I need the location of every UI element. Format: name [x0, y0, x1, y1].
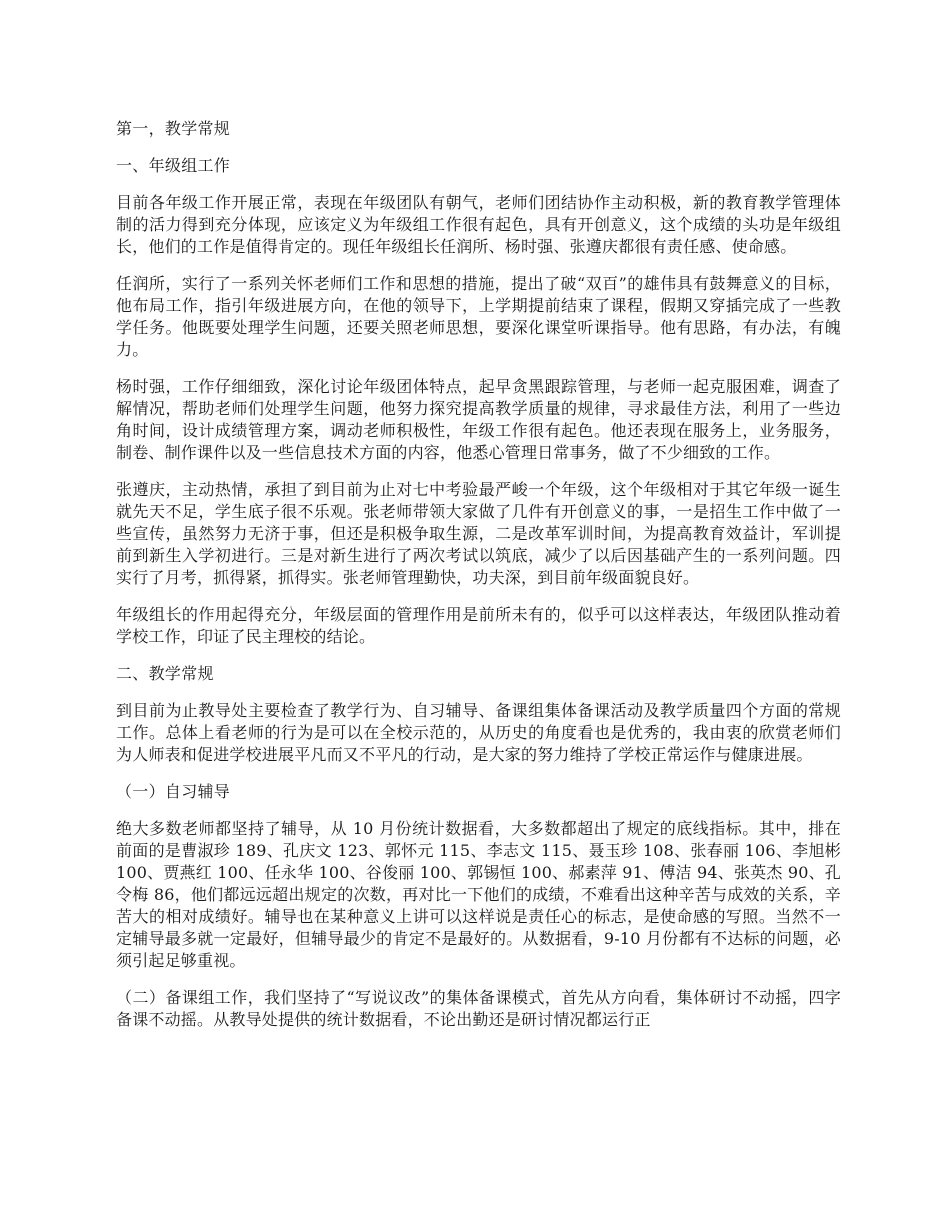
paragraph-ren-runsuo: 任润所，实行了一系列关怀老师们工作和思想的措施，提出了破“双百”的雄伟具有鼓舞意义的目标，他布局工作，指引年级进展方向，在他的领导下，上学期提前结束了课程，假期又穿插完成了一些教学任务。他既要处理学生问题，还要关照老师思想，要深化课堂听课指导。他有思路，有办法，有魄力。 [116, 274, 841, 359]
paragraph-tutoring-stats: 绝大多数老师都坚持了辅导，从 10 月份统计数据看，大多数都超出了规定的底线指标。其中，排在前面的是曹淑珍 189、孔庆文 123、郭怀元 115、李志文 115、聂玉珍 108、张春丽 106、李旭彬 100、贾燕红 100、任永华 100、谷俊丽 100、郭锡恒 100、郝素萍 91、傅洁 94、张英杰 90、孔令梅 86，他们都远远超出规定的次数，再对比一下他们的成绩，不难看出这种辛苦与成效的关系，辛苦大的相对成绩好。辅导也在某种意义上讲可以这样说是责任心的标志，是使命感的写照。当然不一定辅导最多就一定最好，但辅导最少的肯定不是最好的。从数据看，9-10 月份都有不达标的问题，必须引起足够重视。 [116, 819, 841, 970]
paragraph-lesson-prep-group: （二）备课组工作，我们坚持了“写说议改”的集体备课模式，首先从方向看，集体研讨不动摇，四字备课不动摇。从教导处提供的统计数据看，不论出勤还是研讨情况都运行正 [116, 988, 841, 1029]
paragraph-grade-overview: 目前各年级工作开展正常，表现在年级团队有朝气，老师们团结协作主动积极，新的教育教学管理体制的活力得到充分体现，应该定义为年级组工作很有起色，具有开创意义，这个成绩的头功是年级组长，他们的工作是值得肯定的。现任年级组长任润所、杨时强、张遵庆都很有责任感、使命感。 [116, 193, 841, 256]
paragraph-yang-shiqiang: 杨时强，工作仔细细致，深化讨论年级团体特点，起早贪黑跟踪管理，与老师一起克服困难，调查了解情况，帮助老师们处理学生问题，他努力探究提高教学质量的规律，寻求最佳方法，利用了一些边角时间，设计成绩管理方案，调动老师积极性，年级工作很有起色。他还表现在服务上，业务服务，制卷、制作课件以及一些信息技术方面的内容，他悉心管理日常事务，做了不少细致的工作。 [116, 377, 841, 462]
subheading-teaching-routine: 二、教学常规 [116, 664, 214, 683]
subheading-grade-group-work: 一、年级组工作 [116, 156, 231, 175]
paragraph-grade-leader-role: 年级组长的作用起得充分，年级层面的管理作用是前所未有的，似乎可以这样表达，年级团队推动着学校工作，印证了民主理校的结论。 [116, 605, 841, 646]
document-body [116, 118, 841, 1046]
subheading-self-study-tutoring: （一）自习辅导 [116, 782, 231, 801]
section-heading-teaching-routine: 第一，教学常规 [116, 119, 231, 138]
paragraph-zhang-zunqing: 张遵庆，主动热情，承担了到目前为止对七中考验最严峻一个年级，这个年级相对于其它年级一诞生就先天不足，学生底子很不乐观。张老师带领大家做了几件有开创意义的事，一是招生工作中做了一些宣传，虽然努力无济于事，但还是积极争取生源，二是改革军训时间，为提高教育效益计，军训提前到新生入学初进行。三是对新生进行了两次考试以筑底，减少了以后因基础产生的一系列问题。四实行了月考，抓得紧，抓得实。张老师管理勤快，功夫深，到目前年级面貌良好。 [116, 480, 841, 587]
paragraph-routine-inspection: 到目前为止教导处主要检查了教学行为、自习辅导、备课组集体备课活动及教学质量四个方面的常规工作。总体上看老师的行为是可以在全校示范的，从历史的角度看也是优秀的，我由衷的欣赏老师们为人师表和促进学校进展平凡而又不平凡的行动，是大家的努力维持了学校正常运作与健康进展。 [116, 701, 841, 764]
